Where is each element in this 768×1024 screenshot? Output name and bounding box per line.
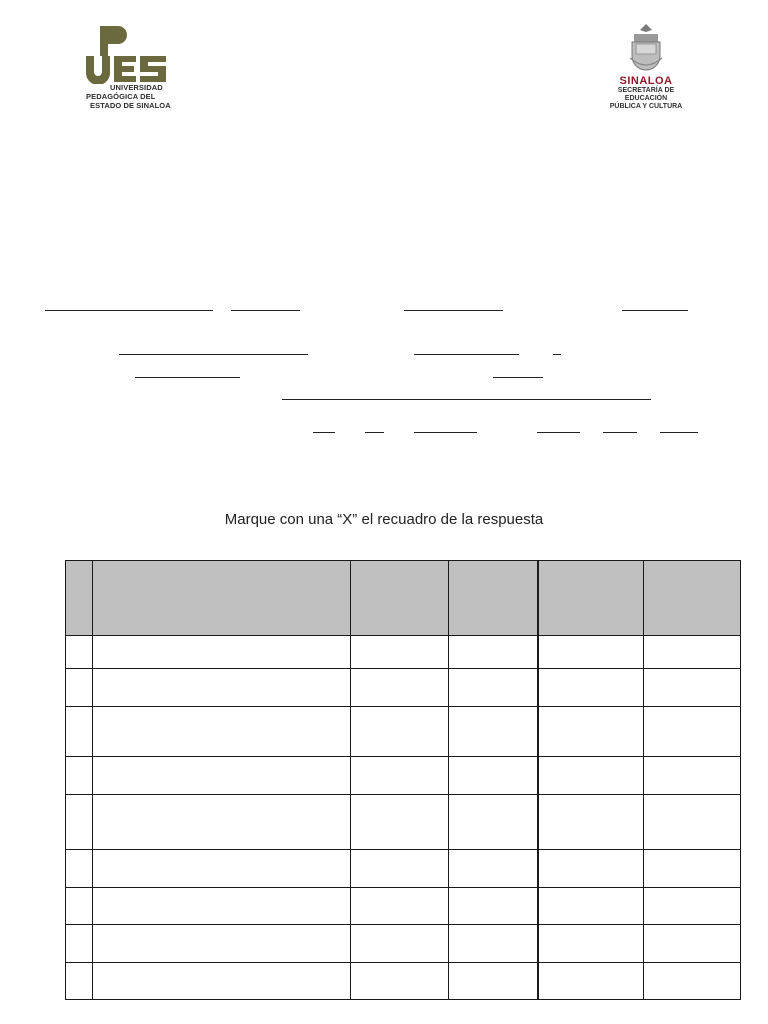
question-cell — [93, 636, 351, 669]
answer-checkbox-cell[interactable] — [644, 636, 741, 669]
answer-checkbox-cell[interactable] — [449, 795, 538, 850]
table-row — [66, 925, 741, 963]
row-number-cell — [66, 707, 93, 757]
instructions-text: Marque con una “X” el recuadro de la respuesta — [224, 511, 544, 528]
answer-checkbox-cell[interactable] — [538, 925, 644, 963]
table-row — [66, 850, 741, 888]
answer-checkbox-cell[interactable] — [449, 757, 538, 795]
upes-logo-mark — [84, 24, 174, 84]
answer-checkbox-cell[interactable] — [449, 707, 538, 757]
header-cell-number — [66, 561, 93, 636]
blank-line[interactable] — [553, 354, 561, 355]
answer-checkbox-cell[interactable] — [538, 888, 644, 925]
question-cell — [93, 963, 351, 1000]
answer-checkbox-cell[interactable] — [449, 669, 538, 707]
answer-checkbox-cell[interactable] — [538, 757, 644, 795]
answer-checkbox-cell[interactable] — [449, 925, 538, 963]
row-number-cell — [66, 757, 93, 795]
question-cell — [93, 757, 351, 795]
blank-line[interactable] — [414, 432, 477, 433]
sinaloa-logo-sub3: PÚBLICA Y CULTURA — [609, 103, 683, 110]
sinaloa-crest-icon — [626, 22, 666, 74]
row-number-cell — [66, 669, 93, 707]
sinaloa-logo-sub1: SECRETARÍA DE — [617, 87, 675, 94]
answer-checkbox-cell[interactable] — [351, 707, 449, 757]
answer-checkbox-cell[interactable] — [538, 636, 644, 669]
answer-checkbox-cell[interactable] — [449, 888, 538, 925]
table-row — [66, 795, 741, 850]
blank-line[interactable] — [45, 310, 213, 311]
blank-line[interactable] — [414, 354, 519, 355]
blank-line[interactable] — [660, 432, 698, 433]
answer-checkbox-cell[interactable] — [644, 757, 741, 795]
header-cell-option-4 — [644, 561, 741, 636]
blank-line[interactable] — [119, 354, 308, 355]
row-number-cell — [66, 925, 93, 963]
table-row — [66, 888, 741, 925]
table-row — [66, 963, 741, 1000]
blank-line[interactable] — [313, 432, 335, 433]
table-row — [66, 707, 741, 757]
answer-checkbox-cell[interactable] — [351, 795, 449, 850]
question-cell — [93, 850, 351, 888]
table-header-row — [66, 561, 741, 636]
answer-checkbox-cell[interactable] — [449, 850, 538, 888]
question-cell — [93, 888, 351, 925]
header-cell-option-3 — [538, 561, 644, 636]
answer-checkbox-cell[interactable] — [644, 925, 741, 963]
blank-line[interactable] — [365, 432, 384, 433]
answer-checkbox-cell[interactable] — [351, 925, 449, 963]
upes-logo — [84, 24, 176, 110]
answer-checkbox-cell[interactable] — [644, 707, 741, 757]
question-cell — [93, 795, 351, 850]
header-cell-option-1 — [351, 561, 449, 636]
answer-checkbox-cell[interactable] — [538, 850, 644, 888]
table-row — [66, 757, 741, 795]
answer-checkbox-cell[interactable] — [538, 963, 644, 1000]
question-cell — [93, 707, 351, 757]
question-cell — [93, 925, 351, 963]
upes-logo-line1: UNIVERSIDAD — [110, 83, 163, 92]
answer-checkbox-cell[interactable] — [644, 850, 741, 888]
question-cell — [93, 669, 351, 707]
answer-checkbox-cell[interactable] — [351, 669, 449, 707]
answer-table — [65, 560, 741, 1000]
upes-logo-line3: ESTADO DE SINALOA — [90, 101, 171, 110]
answer-checkbox-cell[interactable] — [449, 963, 538, 1000]
header-cell-option-2 — [449, 561, 538, 636]
blank-line[interactable] — [231, 310, 300, 311]
blank-line[interactable] — [135, 377, 240, 378]
answer-checkbox-cell[interactable] — [351, 888, 449, 925]
blank-line[interactable] — [493, 377, 543, 378]
upes-logo-line2: PEDAGÓGICA DEL — [86, 92, 156, 101]
blank-line[interactable] — [404, 310, 503, 311]
blank-line[interactable] — [622, 310, 688, 311]
answer-checkbox-cell[interactable] — [449, 636, 538, 669]
row-number-cell — [66, 795, 93, 850]
table-row — [66, 636, 741, 669]
answer-checkbox-cell[interactable] — [644, 795, 741, 850]
sinaloa-logo-name: SINALOA — [619, 75, 673, 87]
header-cell-question — [93, 561, 351, 636]
answer-checkbox-cell[interactable] — [644, 963, 741, 1000]
answer-checkbox-cell[interactable] — [538, 707, 644, 757]
answer-checkbox-cell[interactable] — [538, 795, 644, 850]
table-row — [66, 669, 741, 707]
answer-checkbox-cell[interactable] — [351, 850, 449, 888]
row-number-cell — [66, 888, 93, 925]
answer-checkbox-cell[interactable] — [351, 757, 449, 795]
row-number-cell — [66, 636, 93, 669]
answer-checkbox-cell[interactable] — [644, 888, 741, 925]
blank-line[interactable] — [537, 432, 580, 433]
row-number-cell — [66, 850, 93, 888]
sinaloa-logo — [600, 22, 692, 112]
answer-checkbox-cell[interactable] — [644, 669, 741, 707]
row-number-cell — [66, 963, 93, 1000]
sinaloa-logo-sub2: EDUCACIÓN — [624, 95, 668, 102]
blank-line[interactable] — [282, 399, 651, 400]
blank-line[interactable] — [603, 432, 637, 433]
answer-checkbox-cell[interactable] — [351, 963, 449, 1000]
answer-checkbox-cell[interactable] — [351, 636, 449, 669]
answer-checkbox-cell[interactable] — [538, 669, 644, 707]
